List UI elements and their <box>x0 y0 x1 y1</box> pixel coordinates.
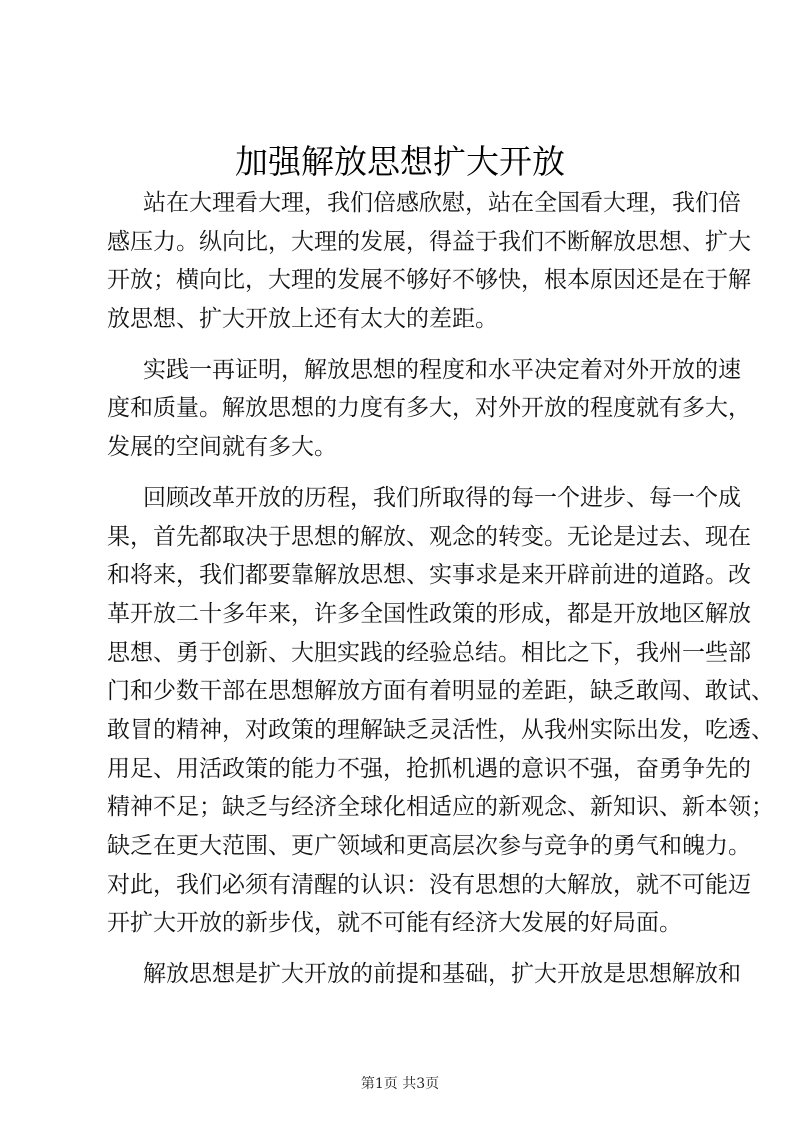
paragraph-line: 站在大理看大理，我们倍感欣慰，站在全国看大理，我们倍 <box>143 190 741 216</box>
paragraph-line: 开放；横向比，大理的发展不够好不够快，根本原因还是在于解 <box>107 267 751 294</box>
paragraph-line: 放思想、扩大开放上还有太大的差距。 <box>107 306 498 333</box>
paragraph-line: 发展的空间就有多大。 <box>107 434 337 461</box>
document-body <box>107 184 774 1006</box>
paragraph-line: 回顾改革开放的历程，我们所取得的每一个进步、每一个成 <box>143 484 741 511</box>
paragraph-line: 果，首先都取决于思想的解放、观念的转变。无论是过去、现在 <box>107 523 751 550</box>
paragraph-line: 实践一再证明，解放思想的程度和水平决定着对外开放的速 <box>143 356 741 383</box>
paragraph-line: 革开放二十多年来，许多全国性政策的形成，都是开放地区解放 <box>107 600 751 627</box>
paragraph <box>107 955 741 994</box>
paragraph <box>107 351 751 467</box>
paragraph-line: 解放思想是扩大开放的前提和基础，扩大开放是思想解放和 <box>143 961 741 988</box>
paragraph-line: 敢冒的精神，对政策的理解缺乏灵活性，从我州实际出发，吃透、 <box>107 716 774 743</box>
document-title: 加强解放思想扩大开放 <box>235 142 565 181</box>
paragraph <box>107 184 751 339</box>
paragraph-line: 开扩大开放的新步伐，就不可能有经济大发展的好局面。 <box>107 910 682 937</box>
paragraph-line: 缺乏在更大范围、更广领域和更高层次参与竞争的勇气和魄力。 <box>107 833 751 859</box>
paragraph-line: 对此，我们必须有清醒的认识：没有思想的大解放，就不可能迈 <box>107 871 751 898</box>
paragraph-line: 感压力。纵向比，大理的发展，得益于我们不断解放思想、扩大 <box>107 228 751 255</box>
paragraph <box>107 479 774 943</box>
paragraph-line: 门和少数干部在思想解放方面有着明显的差距，缺乏敢闯、敢试、 <box>107 678 774 705</box>
paragraph-line: 和将来，我们都要靠解放思想、实事求是来开辟前进的道路。改 <box>107 562 751 589</box>
paragraph-line: 度和质量。解放思想的力度有多大，对外开放的程度就有多大， <box>107 395 751 422</box>
paragraph-line: 精神不足；缺乏与经济全球化相适应的新观念、新知识、新本领； <box>107 794 774 821</box>
page-footer: 第1页 共3页 <box>360 1076 440 1092</box>
paragraph-line: 用足、用活政策的能力不强，抢抓机遇的意识不强，奋勇争先的 <box>107 755 751 782</box>
paragraph-line: 思想、勇于创新、大胆实践的经验总结。相比之下，我州一些部 <box>107 639 751 666</box>
